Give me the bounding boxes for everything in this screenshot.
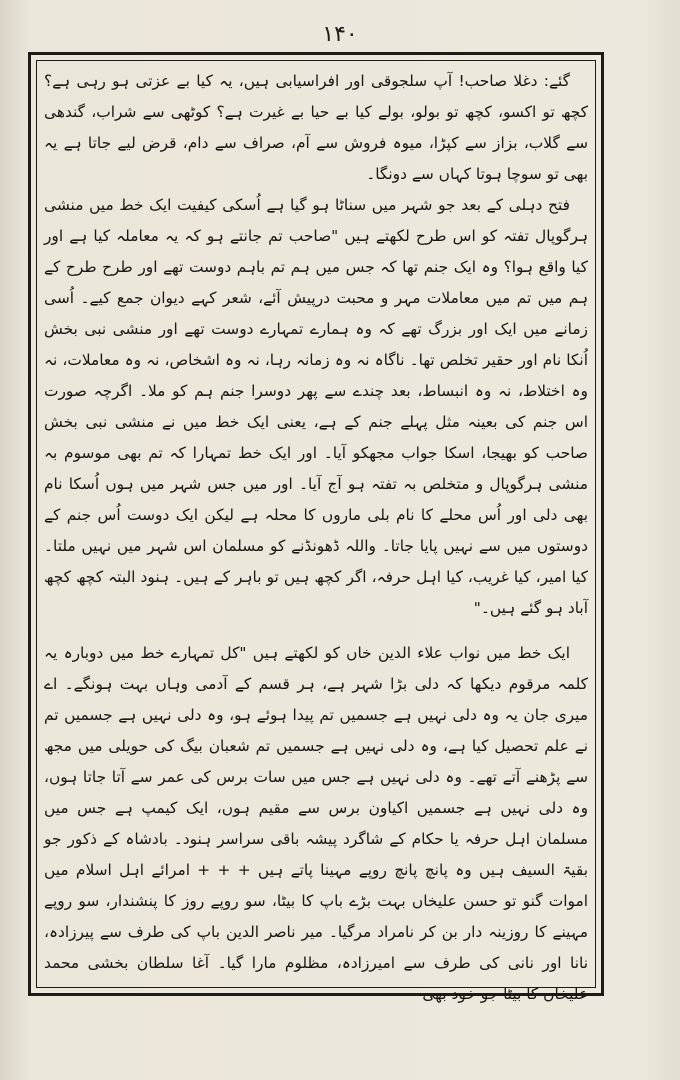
paragraph-2: فتح دہلی کے بعد جو شہر میں سناٹا ہو گیا ہے اُسکی کیفیت ایک خط میں منشی ہرگوپال تفتہ کو اس طرح لکھتے ہیں "صاحب تم جانتے ہو کہ یہ معاملہ کیا ہے اور کیا واقع ہوا؟ وہ ایک جنم تھا کہ جس میں ہم تم باہم دوست تھے اور طرح طرح کے ہم میں تم میں معاملات مہر و محبت درپیش آئے، شعر کہے دیوان جمع کیے۔ اُسی زمانے میں ایک اور بزرگ تھے کہ وہ ہمارے تمہارے دوست تھے اور منشی نبی بخش اُنکا نام اور حقیر تخلص تھا۔ ناگاہ نہ وہ زمانہ رہا، نہ وہ اشخاص، نہ وہ معاملات، نہ وہ اختلاط، نہ وہ انبساط، بعد چندے سے پھر دوسرا جنم ہم کو ملا۔ اگرچہ صورت اس جنم کی بعینہ مثل پہلے جنم کے ہے، یعنی ایک خط میں نے منشی نبی بخش صاحب کو بھیجا، اسکا جواب مجھکو آیا۔ اور ایک خط تمہارا کہ تم بھی موسوم بہ منشی ہرگوپال و متخلص بہ تفتہ ہو آج آیا۔ اور میں جس شہر میں ہوں اُسکا نام بھی دلی اور اُس محلے کا نام بلی ماروں کا محلہ ہے لیکن ایک دوست اُس جنم کے دوستوں میں سے نہیں پایا جاتا۔ واللہ ڈھونڈنے کو مسلمان اس شہر میں نہیں ملتا۔ کیا امیر، کیا غریب، کیا اہل حرفہ، اگر کچھ ہیں تو باہر کے ہیں۔ ہنود البتہ کچھ کچھ آباد ہو گئے ہیں۔" [44, 196, 588, 617]
paragraph-gap [44, 624, 588, 638]
paragraph-3: ایک خط میں نواب علاء الدین خاں کو لکھتے ہیں "کل تمہارے خط میں دوبارہ یہ کلمہ مرقوم دیکھا کہ دلی بڑا شہر ہے، ہر قسم کے آدمی وہاں بہت ہونگے۔ اے میری جان یہ وہ دلی نہیں ہے جسمیں تم پیدا ہوئے ہو، وہ دلی نہیں ہے جسمیں تم نے علم تحصیل کیا ہے، وہ دلی نہیں ہے جسمیں تم شعبان بیگ کی حویلی میں مجھ سے پڑھنے آتے تھے۔ وہ دلی نہیں ہے جس میں سات برس کی عمر سے آتا جاتا ہوں، وہ دلی نہیں ہے جسمیں اکیاون برس سے مقیم ہوں، ایک کیمپ ہے جس میں مسلمان اہل حرفہ یا حکام کے شاگرد پیشہ باقی سراسر ہنود۔ بادشاہ کے ذکور جو بقیۃ السیف ہیں وہ پانچ پانچ روپے مہینا پاتے ہیں + + + امرائے اہل اسلام میں اموات گنو تو حسن علیخاں بہت بڑے باپ کا بیٹا، سو روپے روز کا پنشندار، سو روپے مہینے کا روزینہ دار بن کر نامراد مرگیا۔ میر ناصر الدین باپ کی طرف سے پیرزادہ، نانا اور نانی کی طرف سے امیرزادہ، مظلوم مارا گیا۔ آغا سلطان بخشی محمد علیخاں کا بیٹا جو خود بھی [44, 644, 588, 1003]
urdu-text-block [44, 66, 588, 1003]
paragraph-1: گئے: دغلا صاحب! آپ سلجوقی اور افراسیابی ہیں، یہ کیا بے عزتی ہو رہی ہے؟ کچھ تو اکسو، کچھ تو بولو، بولے کیا بے حیا بے غیرت ہے؟ کوٹھی سے شراب، گندھی سے گلاب، بزاز سے کپڑا، میوہ فروش سے آم، صراف سے دام، قرض لیے جاتا ہے یہ بھی تو سوچا ہوتا کہاں سے دونگا۔ [44, 72, 588, 183]
page-number: ۱۴۰ [322, 22, 358, 47]
